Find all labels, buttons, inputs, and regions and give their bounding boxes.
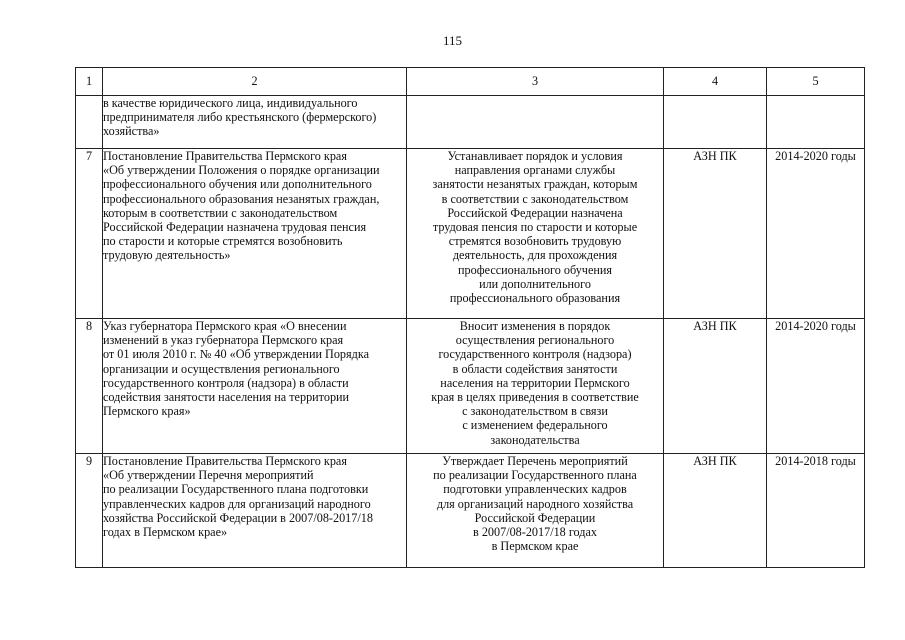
header-col-3: 3 (407, 68, 664, 96)
text-line: предпринимателя либо крестьянского (фермерского) (103, 110, 377, 125)
cell-period (767, 96, 865, 149)
text-line: в качестве юридического лица, индивидуального (103, 96, 358, 110)
text-line: Российской Федерации (474, 510, 596, 525)
text-line: организации и осуществления регионального (103, 361, 340, 376)
table-row (76, 149, 865, 319)
text-line: в соответствии с законодательством (441, 191, 629, 206)
text-line: «Об утверждении Перечня мероприятий (103, 468, 314, 483)
text-line: профессионального обучения или дополнительного (103, 177, 372, 192)
text-line: трудовая пенсия по старости и которые (432, 220, 638, 235)
cell-executor: АЗН ПК (664, 454, 767, 568)
text-line: в 2007/08-2017/18 годах (473, 525, 597, 540)
text-line: края в целях приведения в соответствие (431, 390, 639, 405)
header-col-2: 2 (103, 68, 407, 96)
text-line: которым в соответствии с законодательством (103, 205, 338, 220)
text-line: в Пермском крае (491, 539, 579, 554)
text-line: в области содействия занятости (452, 361, 618, 376)
header-col-1: 1 (76, 68, 103, 96)
text-line: Российской Федерации назначена трудовая пенсия (103, 220, 367, 235)
cell-content (407, 454, 664, 568)
text-line: направления органами службы (454, 163, 616, 178)
cell-content (407, 96, 664, 149)
cell-num (76, 96, 103, 149)
cell-document-name (103, 149, 407, 319)
cell-num: 7 (76, 149, 103, 319)
text-line: населения на территории Пермского (440, 375, 630, 390)
text-line: трудовую деятельность» (103, 248, 231, 263)
cell-num: 9 (76, 454, 103, 568)
cell-executor (664, 96, 767, 149)
page-number: 115 (442, 33, 463, 48)
text-line: с изменением федерального (462, 418, 608, 433)
header-col-5: 5 (767, 68, 865, 96)
text-line: стремятся возобновить трудовую (448, 234, 622, 249)
cell-period: 2014-2020 годы (767, 149, 865, 319)
text-line: Утверждает Перечень мероприятий (442, 454, 628, 468)
cell-period: 2014-2018 годы (767, 454, 865, 568)
text-line: или дополнительного (479, 276, 591, 291)
text-line: государственного контроля (надзора) в области (103, 375, 349, 390)
text-line: от 01 июля 2010 г. № 40 «Об утверждении Порядка (103, 347, 369, 362)
cell-period: 2014-2020 годы (767, 319, 865, 454)
text-line: для организаций народного хозяйства (436, 496, 634, 511)
text-line: Вносит изменения в порядок (459, 319, 611, 333)
regulations-table (75, 67, 865, 568)
text-line: «Об утверждении Положения о порядке организации (103, 163, 380, 178)
text-line: по реализации Государственного плана подготовки (103, 482, 369, 497)
cell-num: 8 (76, 319, 103, 454)
header-col-4: 4 (664, 68, 767, 96)
text-line: Российской Федерации назначена (447, 205, 623, 220)
text-line: по старости и которые стремятся возобновить (103, 234, 343, 249)
text-line: Устанавливает порядок и условия (447, 149, 623, 163)
text-line: государственного контроля (надзора) (438, 347, 632, 362)
text-line: изменений в указ губернатора Пермского края (103, 333, 344, 348)
cell-document-name (103, 319, 407, 454)
text-line: Пермского края» (103, 404, 191, 419)
table-row-continuation (76, 96, 865, 149)
table-row (76, 319, 865, 454)
text-line: хозяйства Российской Федерации в 2007/08-2017/18 (103, 510, 373, 525)
text-line: занятости незанятых граждан, которым (432, 177, 638, 192)
text-line: с законодательством в связи (462, 404, 608, 419)
text-line: профессионального образования незанятых граждан, (103, 191, 380, 206)
text-line: деятельность, для прохождения (452, 248, 618, 263)
text-line: Постановление Правительства Пермского края (103, 454, 347, 468)
text-line: осуществления регионального (455, 333, 615, 348)
cell-executor: АЗН ПК (664, 319, 767, 454)
text-line: годах в Пермском крае» (103, 525, 228, 540)
cell-executor: АЗН ПК (664, 149, 767, 319)
text-line: управленческих кадров для организаций народного (103, 496, 371, 511)
text-line: подготовки управленческих кадров (443, 482, 627, 497)
text-line: Постановление Правительства Пермского края (103, 149, 347, 163)
cell-content (407, 319, 664, 454)
text-line: хозяйства» (103, 124, 160, 139)
text-line: профессионального обучения (458, 262, 612, 277)
text-line: по реализации Государственного плана (433, 468, 637, 483)
text-line: содействия занятости населения на территории (103, 390, 350, 405)
cell-content (407, 149, 664, 319)
text-line: профессионального образования (449, 291, 621, 306)
cell-document-name (103, 454, 407, 568)
header-row (76, 68, 865, 96)
cell-document-name (103, 96, 407, 149)
table-row (76, 454, 865, 568)
text-line: законодательства (490, 432, 580, 447)
text-line: Указ губернатора Пермского края «О внесении (103, 319, 347, 333)
